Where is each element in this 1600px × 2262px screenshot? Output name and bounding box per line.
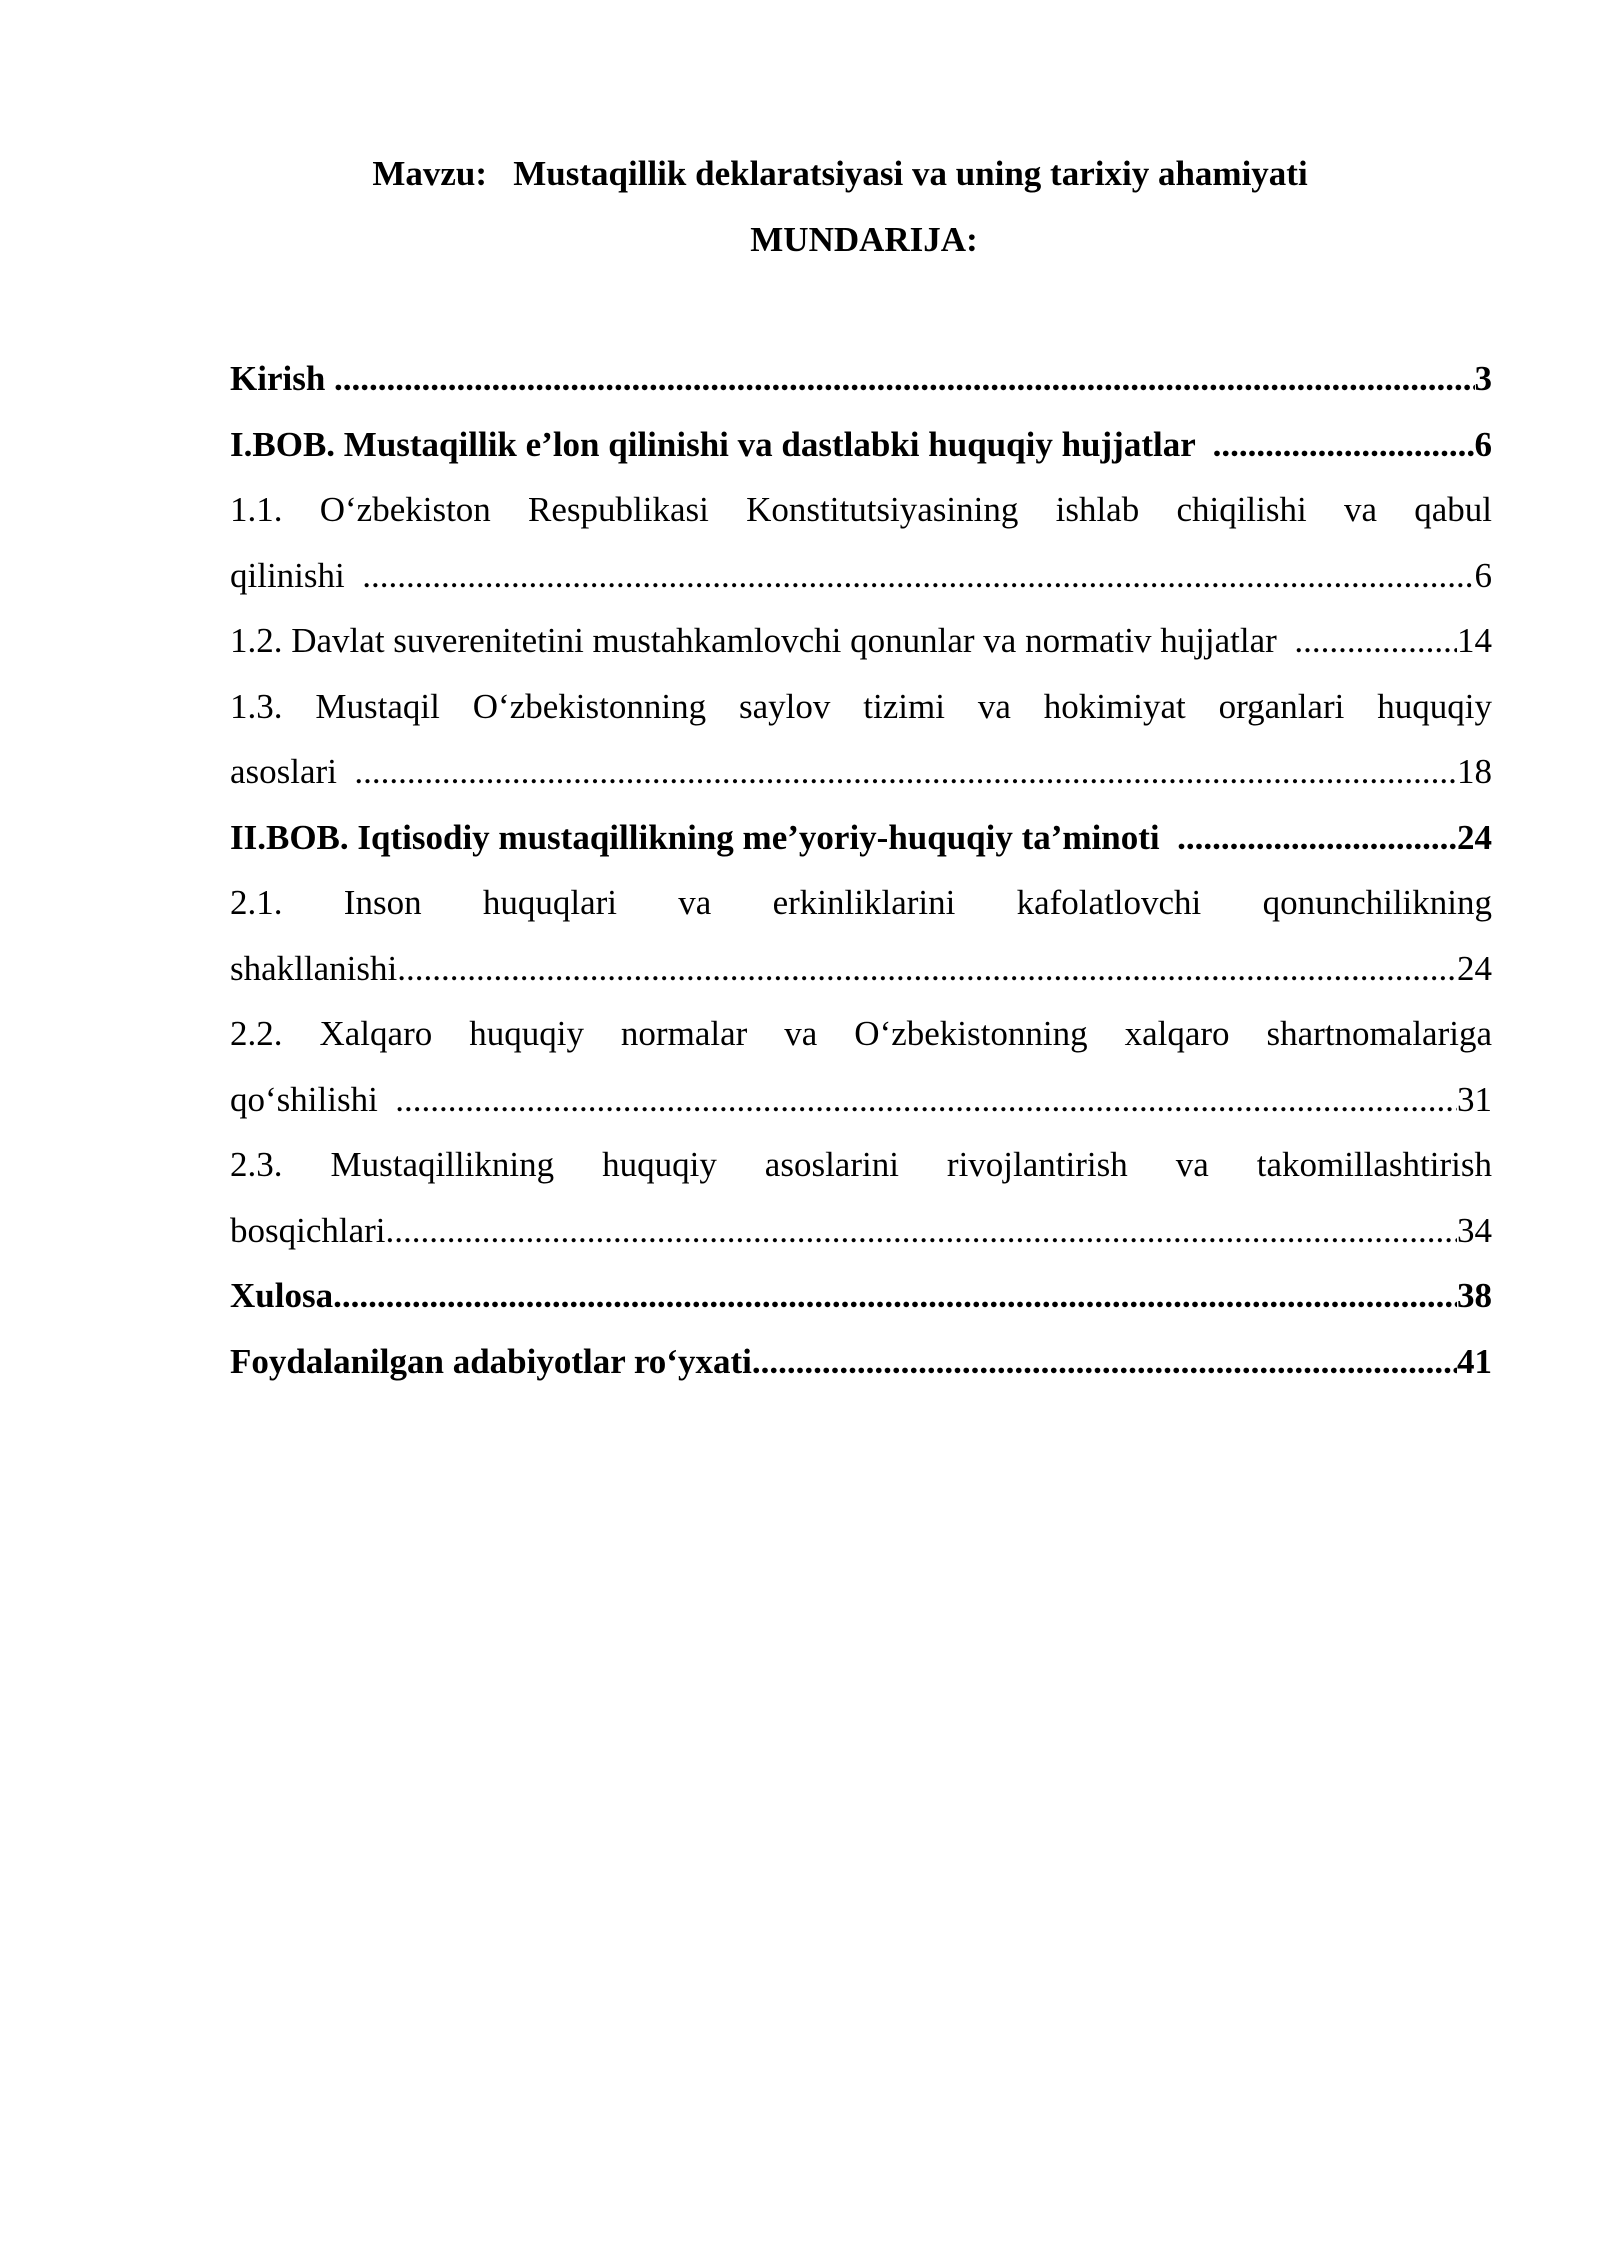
contents-heading: MUNDARIJA: [750,220,978,259]
toc-entry-2-3-line2 [230,1198,1492,1264]
toc-entry-text: II.BOB. Iqtisodiy mustaqillikning me’yoriy-huquqiy ta’minoti [230,817,1178,857]
topic-line [40,152,1600,196]
topic-label: Mavzu: [372,154,488,193]
toc-entry-1-2 [230,608,1492,674]
dot-leader [333,1263,1457,1329]
toc-entry-intro [230,346,1492,412]
toc-page-number: 3 [1474,359,1492,398]
toc-page-number: 38 [1457,1276,1492,1315]
toc-entry-1-3-line2 [230,739,1492,805]
toc-page-number: 24 [1457,948,1492,988]
dot-leader [386,1198,1457,1264]
dot-leader [1177,805,1457,871]
table-of-contents [230,346,1492,1394]
toc-entry-2-1-line1: 2.1. Inson huquqlari va erkinliklarini kafolatlovchi qonunchilikning [230,883,1492,922]
dot-leader [362,543,1474,609]
toc-page-number: 18 [1457,752,1492,791]
toc-entry-conclusion [230,1263,1492,1329]
toc-page-number: 31 [1457,1079,1492,1119]
toc-page-number: 6 [1474,424,1492,464]
dot-leader [752,1329,1457,1395]
toc-entry-text: bosqichlari [230,1210,386,1250]
toc-page-number: 41 [1457,1341,1492,1381]
toc-entry-text: qilinishi [230,555,363,595]
dot-leader [397,936,1457,1002]
toc-entry-references [230,1329,1492,1395]
toc-entry-text: Xulosa [230,1276,334,1315]
toc-page-number: 14 [1457,621,1492,660]
toc-entry-2-2-line1: 2.2. Xalqaro huquqiy normalar va O‘zbekistonning xalqaro shartnomalariga [230,1014,1492,1053]
toc-entry-1-3-line1: 1.3. Mustaqil O‘zbekistonning saylov tizimi va hokimiyat organlari huquqiy [230,686,1492,726]
toc-entry-text: Foydalanilgan adabiyotlar ro‘yxati [230,1341,752,1381]
dot-leader [1294,608,1457,674]
dot-leader [395,1067,1457,1133]
toc-page-number: 34 [1457,1210,1492,1250]
toc-entry-text: asoslari [230,752,355,791]
toc-entry-text: shakllanishi [230,948,398,988]
toc-entry-2-3-line1: 2.3. Mustaqillikning huquqiy asoslarini rivojlantirish va takomillashtirish [230,1145,1492,1184]
dot-leader [334,346,1474,412]
topic-title: Mustaqillik deklaratsiyasi va uning tarixiy ahamiyati [513,154,1308,193]
toc-entry-2-1-line2 [230,936,1492,1002]
dot-leader [354,739,1457,805]
toc-entry-text: 1.2. Davlat suverenitetini mustahkamlovchi qonunlar va normativ hujjatlar [230,621,1295,660]
toc-entry-chapter-1 [230,412,1492,478]
toc-entry-text: qo‘shilishi [230,1079,396,1119]
toc-entry-1-1-line1: 1.1. O‘zbekiston Respublikasi Konstitutsiyasining ishlab chiqilishi va qabul [230,490,1492,529]
toc-entry-text: I.BOB. Mustaqillik e’lon qilinishi va dastlabki huquqiy hujjatlar [230,424,1213,464]
toc-entry-chapter-2 [230,805,1492,871]
toc-entry-1-1-line2 [230,543,1492,609]
toc-page-number: 24 [1457,817,1492,857]
toc-entry-2-2-line2 [230,1067,1492,1133]
toc-page-number: 6 [1474,555,1492,595]
toc-entry-text: Kirish [230,359,335,398]
dot-leader [1213,412,1475,478]
